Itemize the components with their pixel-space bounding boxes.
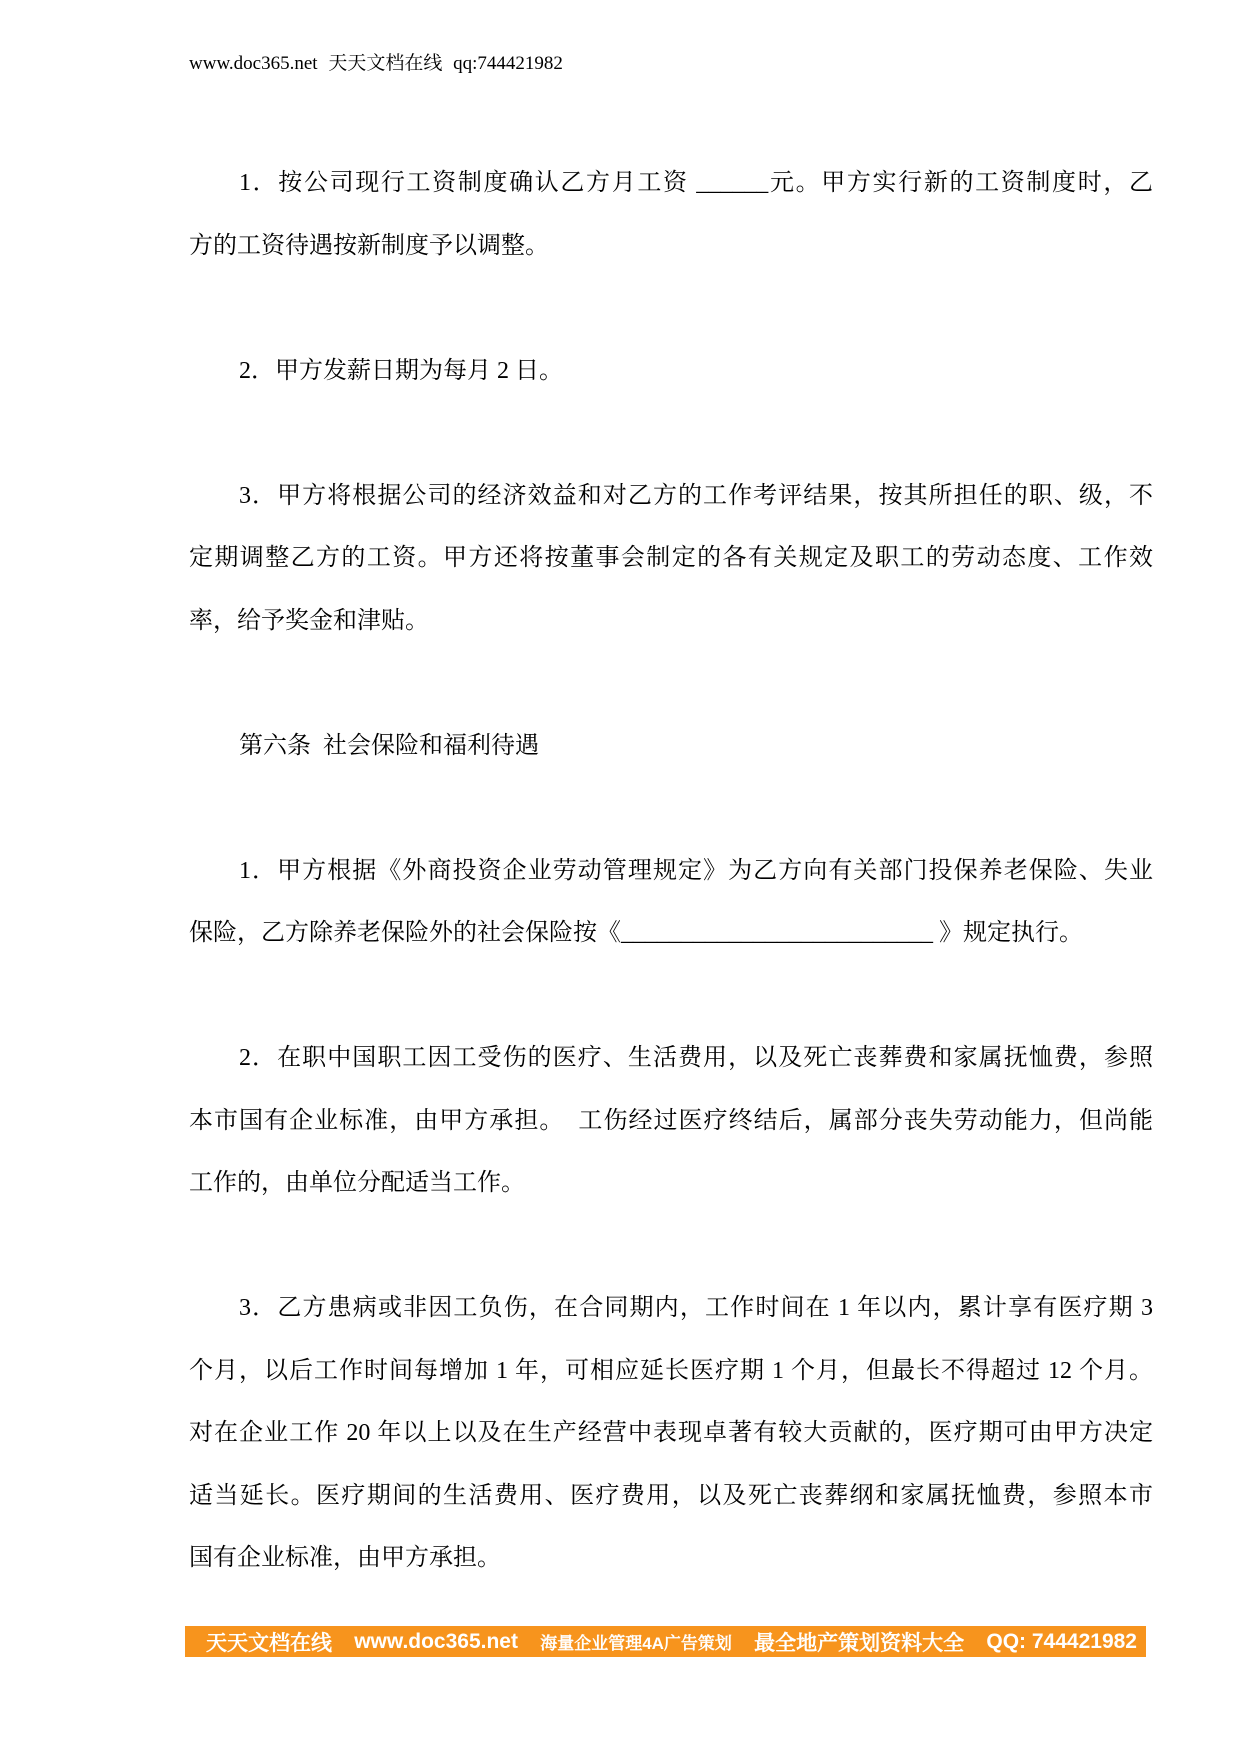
banner-site-name: 天天文档在线 xyxy=(206,1631,332,1655)
clause-line: 1．甲方根据《外商投资企业劳动管理规定》为乙方向有关部门投保养老保险、失业 xyxy=(239,857,1153,884)
clause-line: 本市国有企业标准，由甲方承担。 工伤经过医疗终结后，属部分丧失劳动能力，但尚能 xyxy=(189,1107,1153,1134)
clause-line: 适当延长。医疗期间的生活费用、医疗费用，以及死亡丧葬纲和家属抚恤费，参照本市 xyxy=(189,1482,1153,1509)
clause-line: 2．在职中国职工因工受伤的医疗、生活费用，以及死亡丧葬费和家属抚恤费，参照 xyxy=(239,1045,1153,1071)
clause-line: 保险，乙方除养老保险外的社会保险按《__________________________ 》规定执行。 xyxy=(189,920,1083,946)
clause-line: 个月，以后工作时间每增加 1 年，可相应延长医疗期 1 个月，但最长不得超过 12 个月。 xyxy=(189,1357,1153,1384)
clause-line: 对在企业工作 20 年以上以及在生产经营中表现卓著有较大贡献的，医疗期可由甲方决定 xyxy=(189,1420,1153,1446)
article-6-clause-2 xyxy=(189,1027,1153,1215)
salary-clause-2 xyxy=(189,340,1153,403)
banner-contact: QQ: 744421982 xyxy=(986,1629,1137,1653)
article-6-heading: 第六条 社会保险和福利待遇 xyxy=(239,732,539,759)
footer-ad-banner xyxy=(185,1626,1146,1657)
clause-line: 3．甲方将根据公司的经济效益和对乙方的工作考评结果，按其所担任的职、级，不 xyxy=(239,482,1153,509)
clause-line: 国有企业标准，由甲方承担。 xyxy=(189,1545,501,1571)
article-6-clause-3 xyxy=(189,1277,1153,1590)
banner-slogan: 最全地产策划资料大全 xyxy=(754,1631,965,1655)
page-header xyxy=(189,52,563,76)
banner-site-url: www.doc365.net xyxy=(354,1629,518,1653)
salary-clause-3 xyxy=(189,465,1153,653)
clause-line: 方的工资待遇按新制度予以调整。 xyxy=(189,232,549,259)
salary-clause-1 xyxy=(189,152,1153,277)
clause-line: 2．甲方发薪日期为每月 2 日。 xyxy=(239,357,563,384)
clause-line: 1．按公司现行工资制度确认乙方月工资 ______元。甲方实行新的工资制度时，乙 xyxy=(239,170,1153,196)
document-body xyxy=(189,152,1153,1652)
clause-line: 定期调整乙方的工资。甲方还将按董事会制定的各有关规定及职工的劳动态度、工作效 xyxy=(189,545,1153,571)
article-6-clause-1 xyxy=(189,840,1153,965)
clause-line: 工作的，由单位分配适当工作。 xyxy=(189,1170,525,1196)
header-contact: qq:744421982 xyxy=(453,53,563,74)
header-site-url: www.doc365.net xyxy=(189,53,318,74)
clause-line: 3．乙方患病或非因工负伤，在合同期内，工作时间在 1 年以内，累计享有医疗期 3 xyxy=(239,1295,1153,1321)
header-site-name: 天天文档在线 xyxy=(328,53,443,74)
banner-tagline: 海量企业管理4A广告策划 xyxy=(540,1634,732,1653)
clause-line: 率，给予奖金和津贴。 xyxy=(189,607,429,634)
